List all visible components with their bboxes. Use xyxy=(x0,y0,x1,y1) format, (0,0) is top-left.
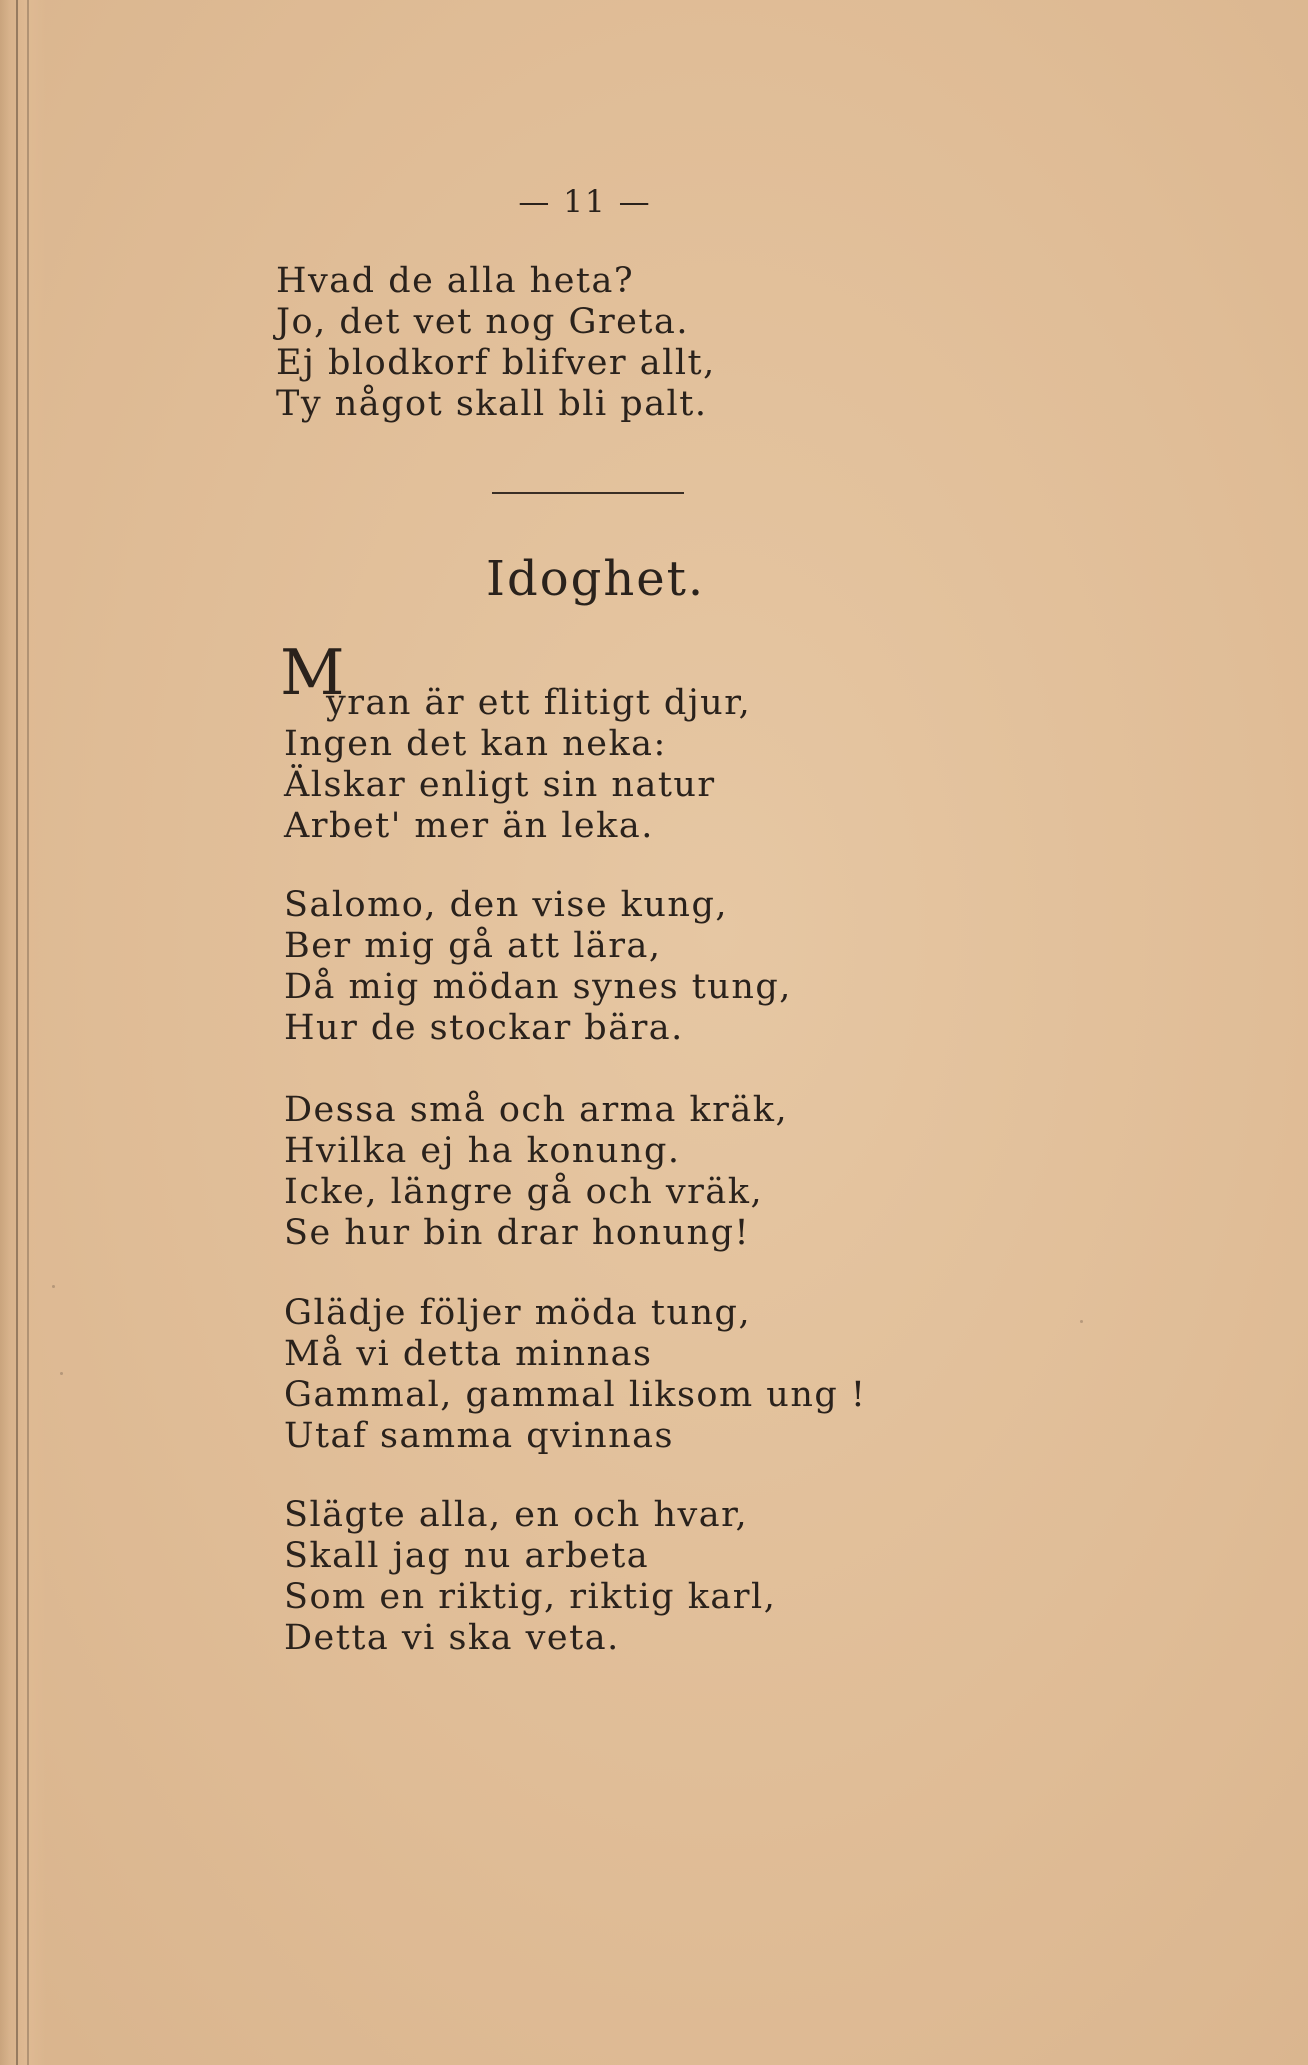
verse-line: yran är ett flitigt djur, xyxy=(326,683,752,723)
poem-title: Idoghet. xyxy=(486,551,706,607)
verse-line: Gammal, gammal liksom ung ! xyxy=(284,1375,867,1415)
paper-speck xyxy=(1080,1320,1083,1323)
verse-line: Jo, det vet nog Greta. xyxy=(276,302,689,342)
verse-line: Hvad de alla heta? xyxy=(276,261,635,301)
stanza xyxy=(284,1495,776,1659)
paper-speck xyxy=(52,1285,55,1288)
previous-poem-closing-stanza xyxy=(276,261,716,425)
verse-line: Detta vi ska veta. xyxy=(284,1618,620,1658)
paper-speck xyxy=(60,1372,63,1375)
verse-line: Slägte alla, en och hvar, xyxy=(284,1495,749,1535)
drop-cap: M xyxy=(280,636,345,709)
verse-line: Ty något skall bli palt. xyxy=(276,384,708,424)
stanza xyxy=(284,1293,866,1457)
verse-line: Ingen det kan neka: xyxy=(284,724,667,764)
verse-line: Älskar enligt sin natur xyxy=(284,765,716,805)
verse-line: Då mig mödan synes tung, xyxy=(284,967,792,1007)
page-number: — 11 — xyxy=(518,184,652,220)
verse-line: Ber mig gå att lära, xyxy=(284,926,662,966)
stanza xyxy=(284,885,792,1049)
verse-line: Som en riktig, riktig karl, xyxy=(284,1577,777,1617)
verse-line: Hvilka ej ha konung. xyxy=(284,1131,681,1171)
verse-line: Må vi detta minnas xyxy=(284,1334,653,1374)
verse-line: Utaf samma qvinnas xyxy=(284,1416,674,1456)
verse-line: Hur de stockar bära. xyxy=(284,1008,684,1048)
verse-line: Salomo, den vise kung, xyxy=(284,885,728,925)
stanza xyxy=(284,1090,788,1254)
verse-line: Icke, längre gå och vräk, xyxy=(284,1172,764,1212)
verse-line: Arbet' mer än leka. xyxy=(284,806,654,846)
verse-line: Dessa små och arma kräk, xyxy=(284,1090,789,1130)
verse-line: Ej blodkorf blifver allt, xyxy=(276,343,716,383)
section-divider xyxy=(492,492,684,494)
binding-line xyxy=(27,0,29,2065)
verse-line: Skall jag nu arbeta xyxy=(284,1536,650,1576)
binding-line xyxy=(16,0,18,2065)
verse-line: Se hur bin drar honung! xyxy=(284,1213,751,1253)
stanza xyxy=(284,683,751,847)
page-binding-edge xyxy=(0,0,46,2065)
verse-line: Glädje följer möda tung, xyxy=(284,1293,752,1333)
